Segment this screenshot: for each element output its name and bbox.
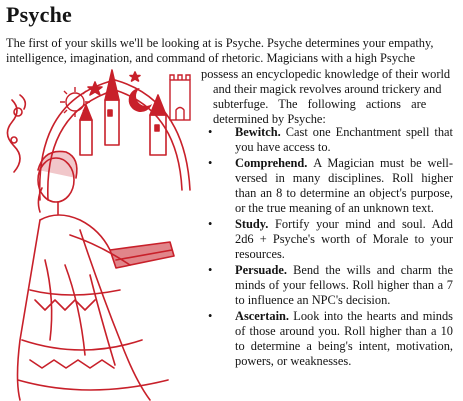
intro-line: The first of your skills we'll be looking at is Psyche. Psyche determines your empathy, xyxy=(6,36,434,50)
action-name: Persuade. xyxy=(235,262,294,277)
list-item xyxy=(208,217,453,263)
bullet: • xyxy=(208,216,213,231)
list-item xyxy=(208,156,453,217)
action-description: Look into the hearts and minds of those around you. Roll higher than a 10 to determine a being's intent, motivation, powers, or weaknesses. xyxy=(235,308,453,369)
woman-reading-illustration xyxy=(0,60,205,401)
intro-line: intelligence, imagination, and command of rhetoric. Magicians with a high Psyche xyxy=(6,51,416,66)
bullet: • xyxy=(208,308,213,323)
castle-icon xyxy=(170,75,190,120)
list-item xyxy=(208,125,453,156)
action-name: Comprehend. xyxy=(235,155,314,170)
sun-icon xyxy=(60,87,90,117)
action-description: Cast one Enchantment spell that you have access to. xyxy=(235,125,453,155)
action-description: A Magician must be well-versed in many disciplines. Roll higher than an 8 to determine an object's purpose, or the true meaning of an unknown text. xyxy=(235,155,454,216)
intro-line: determined by Psyche: xyxy=(213,112,326,127)
action-name: Ascertain. xyxy=(235,308,294,323)
bullet: • xyxy=(208,125,213,139)
bullet: • xyxy=(208,262,213,277)
intro-line: possess an encyclopedic knowledge of their world xyxy=(201,66,451,81)
intro-line: subterfuge. The following actions are xyxy=(213,97,427,112)
psyche-actions-list xyxy=(208,125,453,370)
action-name: Bewitch. xyxy=(235,125,286,139)
intro-line: and their magick revolves around trickery and xyxy=(213,81,442,96)
action-description: Bend the wills and charm the minds of your fellows. Roll higher than a 7 to influence an NPC's decision. xyxy=(235,262,453,308)
list-item xyxy=(208,263,453,309)
action-name: Study. xyxy=(235,216,276,231)
list-item xyxy=(208,309,453,370)
action-description: Fortify your mind and soul. Add 2d6 + Psyche's worth of Morale to your resources. xyxy=(235,216,453,262)
page-title: Psyche xyxy=(6,2,72,27)
bullet: • xyxy=(208,155,213,170)
